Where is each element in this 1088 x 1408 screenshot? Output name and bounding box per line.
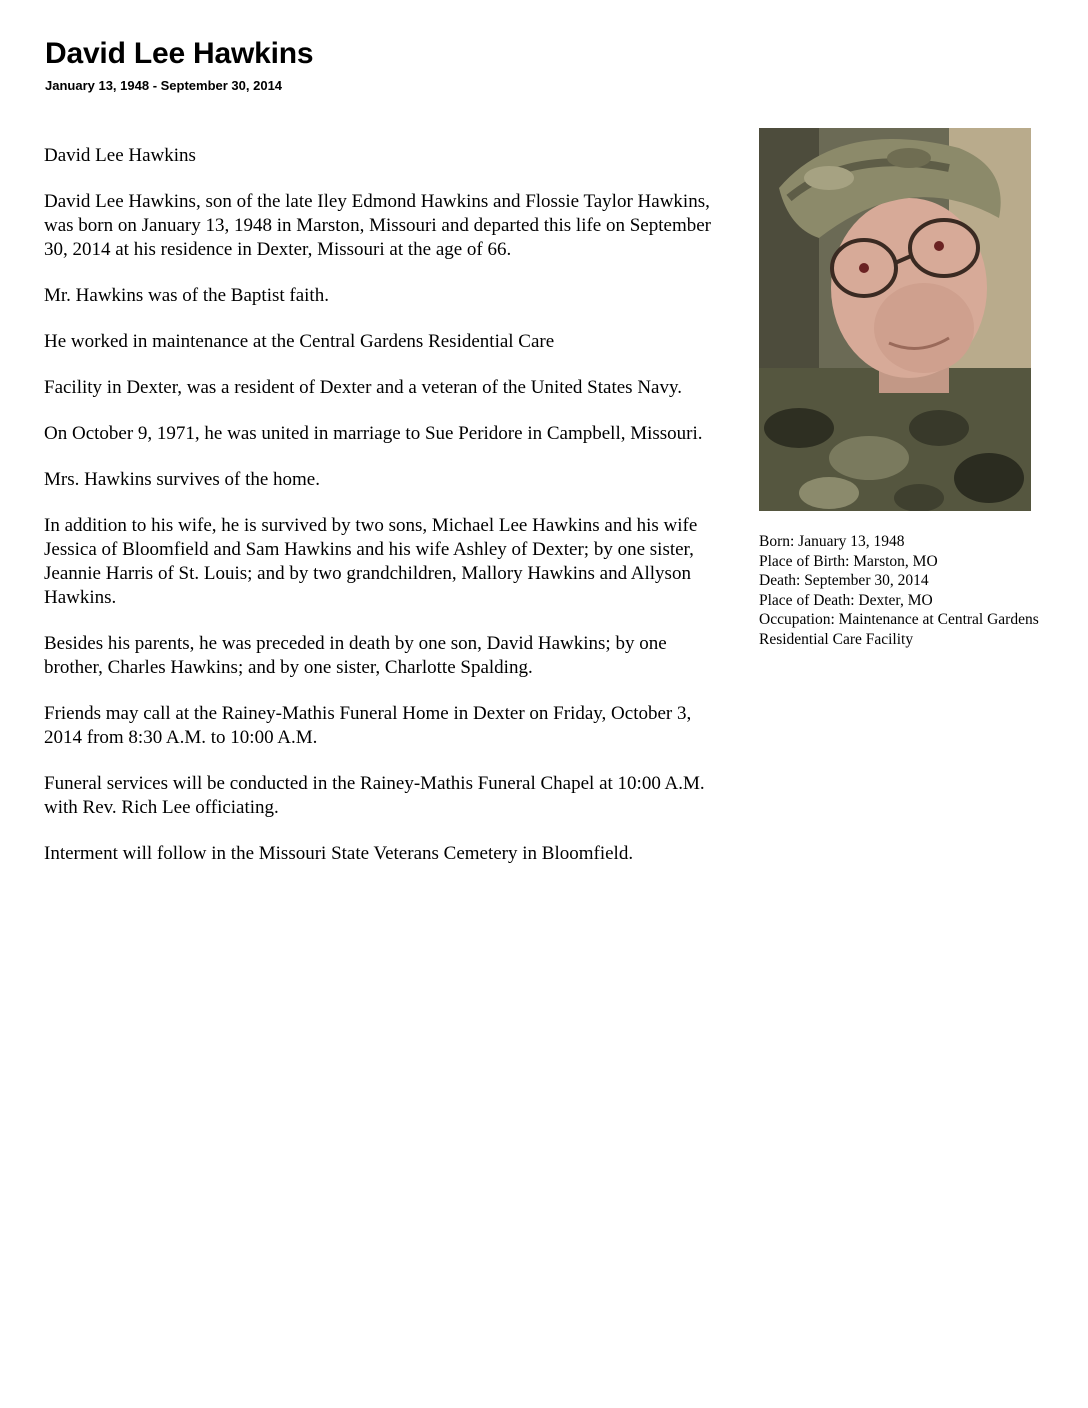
obituary-paragraph: David Lee Hawkins [44,145,196,166]
obituary-paragraph: On October 9, 1971, he was united in marriage to Sue Peridore in Campbell, Missouri. [44,423,703,444]
page-title: David Lee Hawkins [45,37,314,70]
obituary-paragraph: David Lee Hawkins, son of the late Iley Edmond Hawkins and Flossie Taylor Hawkins, was born on January 13, 1948 in Marston, Missouri and departed this life on September 30, 2014 at his residence in Dexter, Missouri at the age of 66. [44,191,711,260]
place-of-death-fact: Place of Death: Dexter, MO [759,591,933,609]
obituary-paragraph: Friends may call at the Rainey-Mathis Funeral Home in Dexter on Friday, October 3, 2014 from 8:30 A.M. to 10:00 A.M. [44,703,692,748]
portrait-photo [759,128,1031,511]
obituary-paragraph: Funeral services will be conducted in the Rainey-Mathis Funeral Chapel at 10:00 A.M. with Rev. Rich Lee officiating. [44,773,705,818]
occupation-fact: Occupation: Maintenance at Central Gardens Residential Care Facility [759,611,1039,648]
obituary-paragraph: He worked in maintenance at the Central Gardens Residential Care [44,331,555,352]
obituary-paragraph: Mrs. Hawkins survives of the home. [44,469,320,490]
obituary-paragraph: In addition to his wife, he is survived by two sons, Michael Lee Hawkins and his wife Jessica of Bloomfield and Sam Hawkins and his wife Ashley of Dexter; by one sister, Jeannie Harris of St. Louis; and by two grandchildren, Mallory Hawkins and Allyson Hawkins. [44,515,698,608]
obituary-header [45,36,745,94]
obituary-body [44,144,724,888]
place-of-birth-fact: Place of Birth: Marston, MO [759,552,938,570]
obituary-paragraph: Facility in Dexter, was a resident of Dexter and a veteran of the United States Navy. [44,377,682,398]
life-dates: January 13, 1948 - September 30, 2014 [45,78,283,93]
facts-panel [759,532,1049,649]
obituary-paragraph: Interment will follow in the Missouri State Veterans Cemetery in Bloomfield. [44,843,634,864]
death-fact: Death: September 30, 2014 [759,572,929,589]
born-fact: Born: January 13, 1948 [759,533,905,550]
obituary-paragraph: Mr. Hawkins was of the Baptist faith. [44,285,329,306]
obituary-paragraph: Besides his parents, he was preceded in death by one son, David Hawkins; by one brother, Charles Hawkins; and by one sister, Charlotte Spalding. [44,633,667,678]
